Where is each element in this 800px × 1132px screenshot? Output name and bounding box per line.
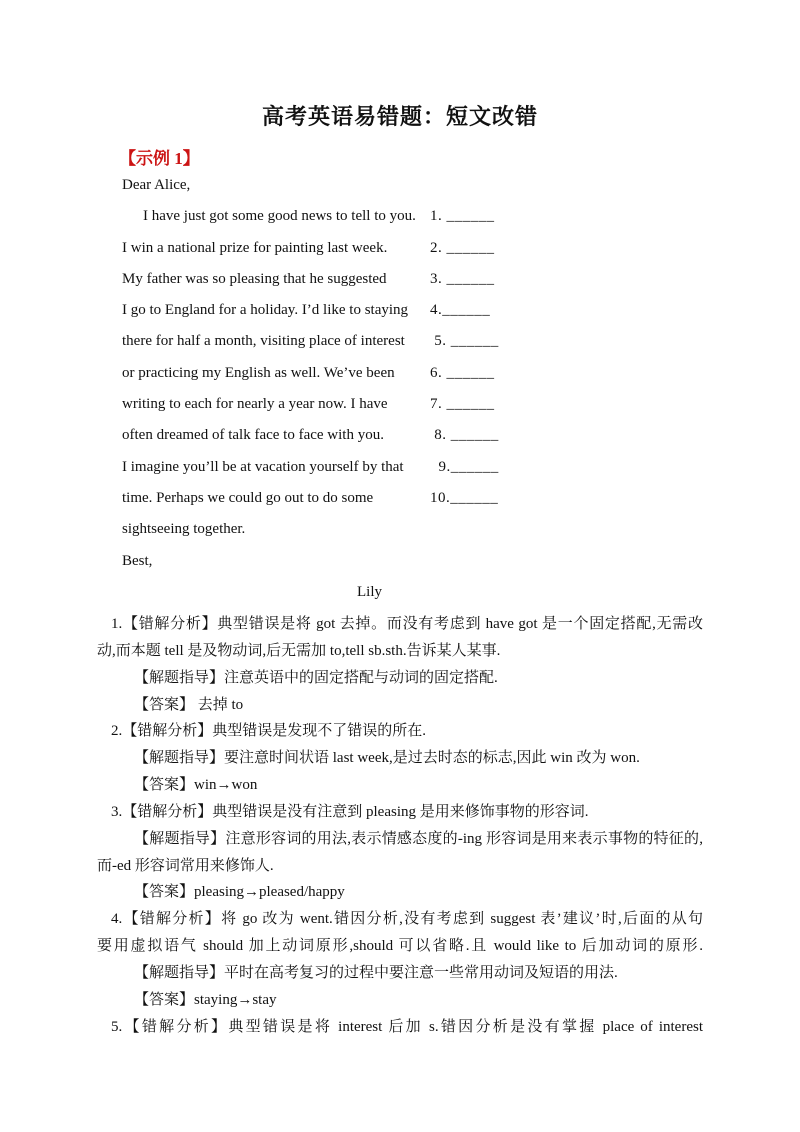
analysis-line-item3: 而-ed 形容词常用来修饰人. (97, 857, 274, 874)
analysis-line-item4: 4.【错解分析】将 go 改为 went.错因分析,没有考虑到 suggest 表’建议’时,后面的从句 (111, 911, 703, 928)
answer-blank: 2. ______ (430, 239, 495, 256)
analysis-line-item2: 【答案】win→won (134, 777, 258, 794)
analysis-line-item2: 2.【错解分析】典型错误是发现不了错误的所在. (111, 723, 427, 740)
answer-blank: 10.______ (430, 489, 499, 506)
answer-blank: 1. ______ (430, 208, 495, 225)
analysis-line-item3: 【解题指导】注意形容词的用法,表示情感态度的-ing 形容词是用来表示事物的特征的, (134, 830, 703, 847)
analysis-line-item1: 【解题指导】注意英语中的固定搭配与动词的固定搭配. (134, 669, 498, 686)
letter-line-text: there for half a month, visiting place of interest (122, 333, 405, 350)
analysis-line-item3: 3.【错解分析】典型错误是没有注意到 pleasing 是用来修饰事物的形容词. (111, 803, 589, 820)
answer-blank: 9.______ (430, 458, 499, 475)
analysis-line-item5: 5.【错解分析】典型错误是将 interest 后加 s.错因分析是没有掌握 place of interest (111, 1018, 703, 1035)
analysis-line-item1: 【答案】 去掉 to (134, 696, 244, 713)
letter-line (97, 365, 703, 396)
letter-line-text: writing to each for nearly a year now. I have (122, 396, 388, 413)
letter-line-text: My father was so pleasing that he suggested (122, 270, 387, 287)
analysis-line-item1: 1.【错解分析】典型错误是将 got 去掉。而没有考虑到 have got 是一个固定搭配,无需改 (111, 616, 703, 632)
letter-line-text: I imagine you’ll be at vacation yourself by that (122, 458, 404, 475)
letter-line-text: or practicing my English as well. We’ve been (122, 364, 395, 381)
letter-line (97, 208, 703, 239)
letter-line-text: sightseeing together. (122, 521, 246, 538)
analysis-line-item3: 【答案】pleasing→pleased/happy (134, 884, 345, 901)
analysis-line-item2: 【解题指导】要注意时间状语 last week,是过去时态的标志,因此 win 改为 won. (134, 750, 640, 767)
analysis-section (97, 612, 703, 1042)
answer-blank: 6. ______ (430, 364, 495, 381)
letter-line (97, 271, 703, 302)
letter-line-text: I have just got some good news to tell to you. (143, 208, 416, 225)
letter-line-text: I go to England for a holiday. I’d like to staying (122, 302, 409, 319)
letter-line (97, 302, 703, 333)
letter-body (97, 208, 703, 552)
analysis-line-item4: 要用虚拟语气 should 加上动词原形,should 可以省略.且 would like to 后加动词的原形. (97, 938, 703, 955)
example-label: 【示例 1】 (119, 149, 200, 168)
letter-salutation: Dear Alice, (122, 177, 191, 193)
letter-salutation-line (97, 177, 703, 208)
letter-line (97, 333, 703, 364)
letter-line (97, 427, 703, 458)
letter-signature-line (97, 584, 703, 615)
letter-line (97, 396, 703, 427)
analysis-line-item4: 【答案】staying→stay (134, 991, 277, 1008)
letter-line (97, 521, 703, 552)
letter-section (97, 177, 703, 615)
answer-blank: 8. ______ (430, 427, 499, 444)
answer-blank: 3. ______ (430, 270, 495, 287)
analysis-line-item1: 动,而本题 tell 是及物动词,后无需加 to,tell sb.sth.告诉某人某事. (97, 642, 501, 659)
letter-closing: Best, (122, 552, 153, 569)
letter-line (97, 490, 703, 521)
page-title: 高考英语易错题：短文改错 (261, 104, 538, 129)
answer-blank: 4.______ (430, 302, 491, 319)
letter-line (97, 240, 703, 271)
answer-blank: 7. ______ (430, 396, 495, 413)
letter-line-text: I win a national prize for painting last week. (122, 239, 388, 256)
letter-line-text: time. Perhaps we could go out to do some (122, 489, 374, 506)
analysis-line-item4: 【解题指导】平时在高考复习的过程中要注意一些常用动词及短语的用法. (134, 964, 618, 981)
letter-line (97, 459, 703, 490)
answer-blank: 5. ______ (430, 333, 499, 350)
letter-closing-line (97, 553, 703, 584)
letter-line-text: often dreamed of talk face to face with you. (122, 427, 384, 444)
letter-signature: Lily (357, 583, 382, 600)
